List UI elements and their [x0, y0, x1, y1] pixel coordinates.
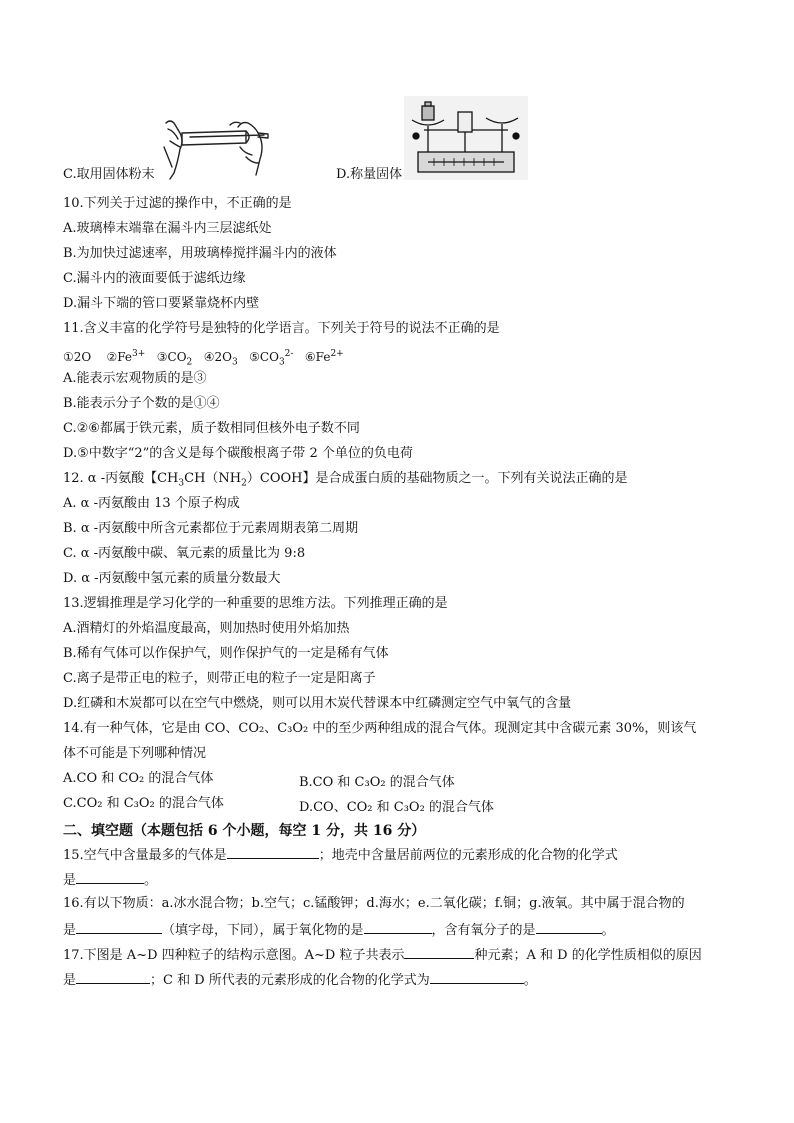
question-10-stem: 10.下列关于过滤的操作中，不正确的是 [63, 196, 292, 211]
question-12-stem: 12. α -丙氨酸【$CH_3CH(NH_2)COOH$】是合成蛋白质的基础物质之一。下列有关说法正确的是 [63, 471, 628, 489]
question-13-option-b: B.稀有气体可以作保护气，则作保护气的一定是稀有气体 [63, 646, 389, 661]
question-10-option-b: B.为加快过滤速率，用玻璃棒搅拌漏斗内的液体 [63, 246, 337, 261]
answer-blank-16-2[interactable] [364, 921, 432, 934]
question-17-line2: 是 ；C 和 D 所代表的元素形成的化合物的化学式为 。 [63, 973, 537, 988]
answer-blank-15-2[interactable] [76, 871, 144, 884]
question-11-option-b: B.能表示分子个数的是①④ [63, 396, 220, 411]
figure-d-caption: D.称量固体 [336, 167, 403, 182]
test-tube-powder-figure [160, 117, 272, 183]
question-14-option-c: C.CO₂ 和 C₃O₂ 的混合气体 [63, 796, 224, 811]
question-15-line2: 是 。 [63, 873, 158, 888]
question-11-stem: 11.含义丰富的化学符号是独特的化学语言。下列关于符号的说法不正确的是 [63, 321, 500, 336]
question-15-line1: 15.空气中含量最多的气体是 ；地壳中含量居前两位的元素形成的化合物的化学式 [63, 848, 618, 863]
question-16-line2: 是 （填字母，下同），属于氧化物的是 ，含有氧分子的是 。 [63, 923, 615, 938]
symbol-2: $②Fe^{3+}$ [106, 349, 146, 364]
question-13-stem: 13.逻辑推理是学习化学的一种重要的思维方法。下列推理正确的是 [63, 596, 448, 611]
question-14-option-b: B.CO 和 C₃O₂ 的混合气体 [299, 775, 455, 790]
question-10-option-a: A.玻璃棒末端靠在漏斗内三层滤纸处 [63, 221, 272, 236]
symbol-3: $③CO_2$ [156, 350, 193, 368]
question-13-option-c: C.离子是带正电的粒子，则带正电的粒子一定是阳离子 [63, 671, 376, 686]
question-12-option-a: A. α -丙氨酸由 13 个原子构成 [63, 496, 240, 511]
question-13-option-d: D.红磷和木炭都可以在空气中燃烧，则可以用木炭代替课本中红磷测定空气中氧气的含量 [63, 696, 572, 711]
section-2-title: 二、填空题（本题包括 6 个小题，每空 1 分，共 16 分） [63, 823, 426, 839]
figure-c-caption: C.取用固体粉末 [63, 167, 155, 182]
question-11-option-d: D.⑤中数字“2”的含义是每个碳酸根离子带 2 个单位的负电荷 [63, 446, 413, 461]
answer-blank-16-1[interactable] [76, 921, 162, 934]
answer-blank-17-2[interactable] [76, 971, 150, 984]
question-13-option-a: A.酒精灯的外焰温度最高，则加热时使用外焰加热 [63, 621, 350, 636]
question-11-option-a: A.能表示宏观物质的是③ [63, 371, 207, 386]
question-12-option-b: B. α -丙氨酸中所含元素都位于元素周期表第二周期 [63, 521, 359, 536]
balance-scale-figure [404, 96, 528, 180]
answer-blank-15-1[interactable] [227, 846, 319, 859]
question-14-stem-line1: 14.有一种气体，它是由 CO、CO₂、C₃O₂ 中的至少两种组成的混合气体。现测定其中含碳元素 30%，则该气 [63, 721, 697, 736]
symbol-4: $④2O_3$ [203, 350, 238, 368]
question-12-option-c: C. α -丙氨酸中碳、氧元素的质量比为 9:8 [63, 546, 306, 561]
question-10-option-c: C.漏斗内的液面要低于滤纸边缘 [63, 271, 246, 286]
answer-blank-17-3[interactable] [430, 971, 524, 984]
symbol-6: $⑥Fe^{2+}$ [304, 349, 344, 364]
question-14-stem-line2: 体不可能是下列哪种情况 [63, 746, 207, 761]
question-11-symbols [63, 346, 344, 370]
symbol-5: $⑤CO_3^{2-}$ [249, 349, 294, 368]
question-14-option-d: D.CO、CO₂ 和 C₃O₂ 的混合气体 [299, 800, 494, 815]
question-16-line1: 16.有以下物质：a.冰水混合物；b.空气；c.锰酸钾；d.海水；e.二氧化碳；f.铜；g.液氧。其中属于混合物的 [63, 896, 685, 911]
answer-blank-17-1[interactable] [404, 946, 474, 959]
question-17-line1: 17.下图是 A~D 四种粒子的结构示意图。A~D 粒子共表示 种元素；A 和 D 的化学性质相似的原因 [63, 948, 702, 963]
symbol-1: ①2O [63, 350, 92, 364]
question-14-option-a: A.CO 和 CO₂ 的混合气体 [63, 771, 214, 786]
question-10-option-d: D.漏斗下端的管口要紧靠烧杯内壁 [63, 296, 260, 311]
question-11-option-c: C.②⑥都属于铁元素，质子数相同但核外电子数不同 [63, 421, 360, 436]
answer-blank-16-3[interactable] [536, 921, 602, 934]
question-12-option-d: D. α -丙氨酸中氢元素的质量分数最大 [63, 571, 281, 586]
